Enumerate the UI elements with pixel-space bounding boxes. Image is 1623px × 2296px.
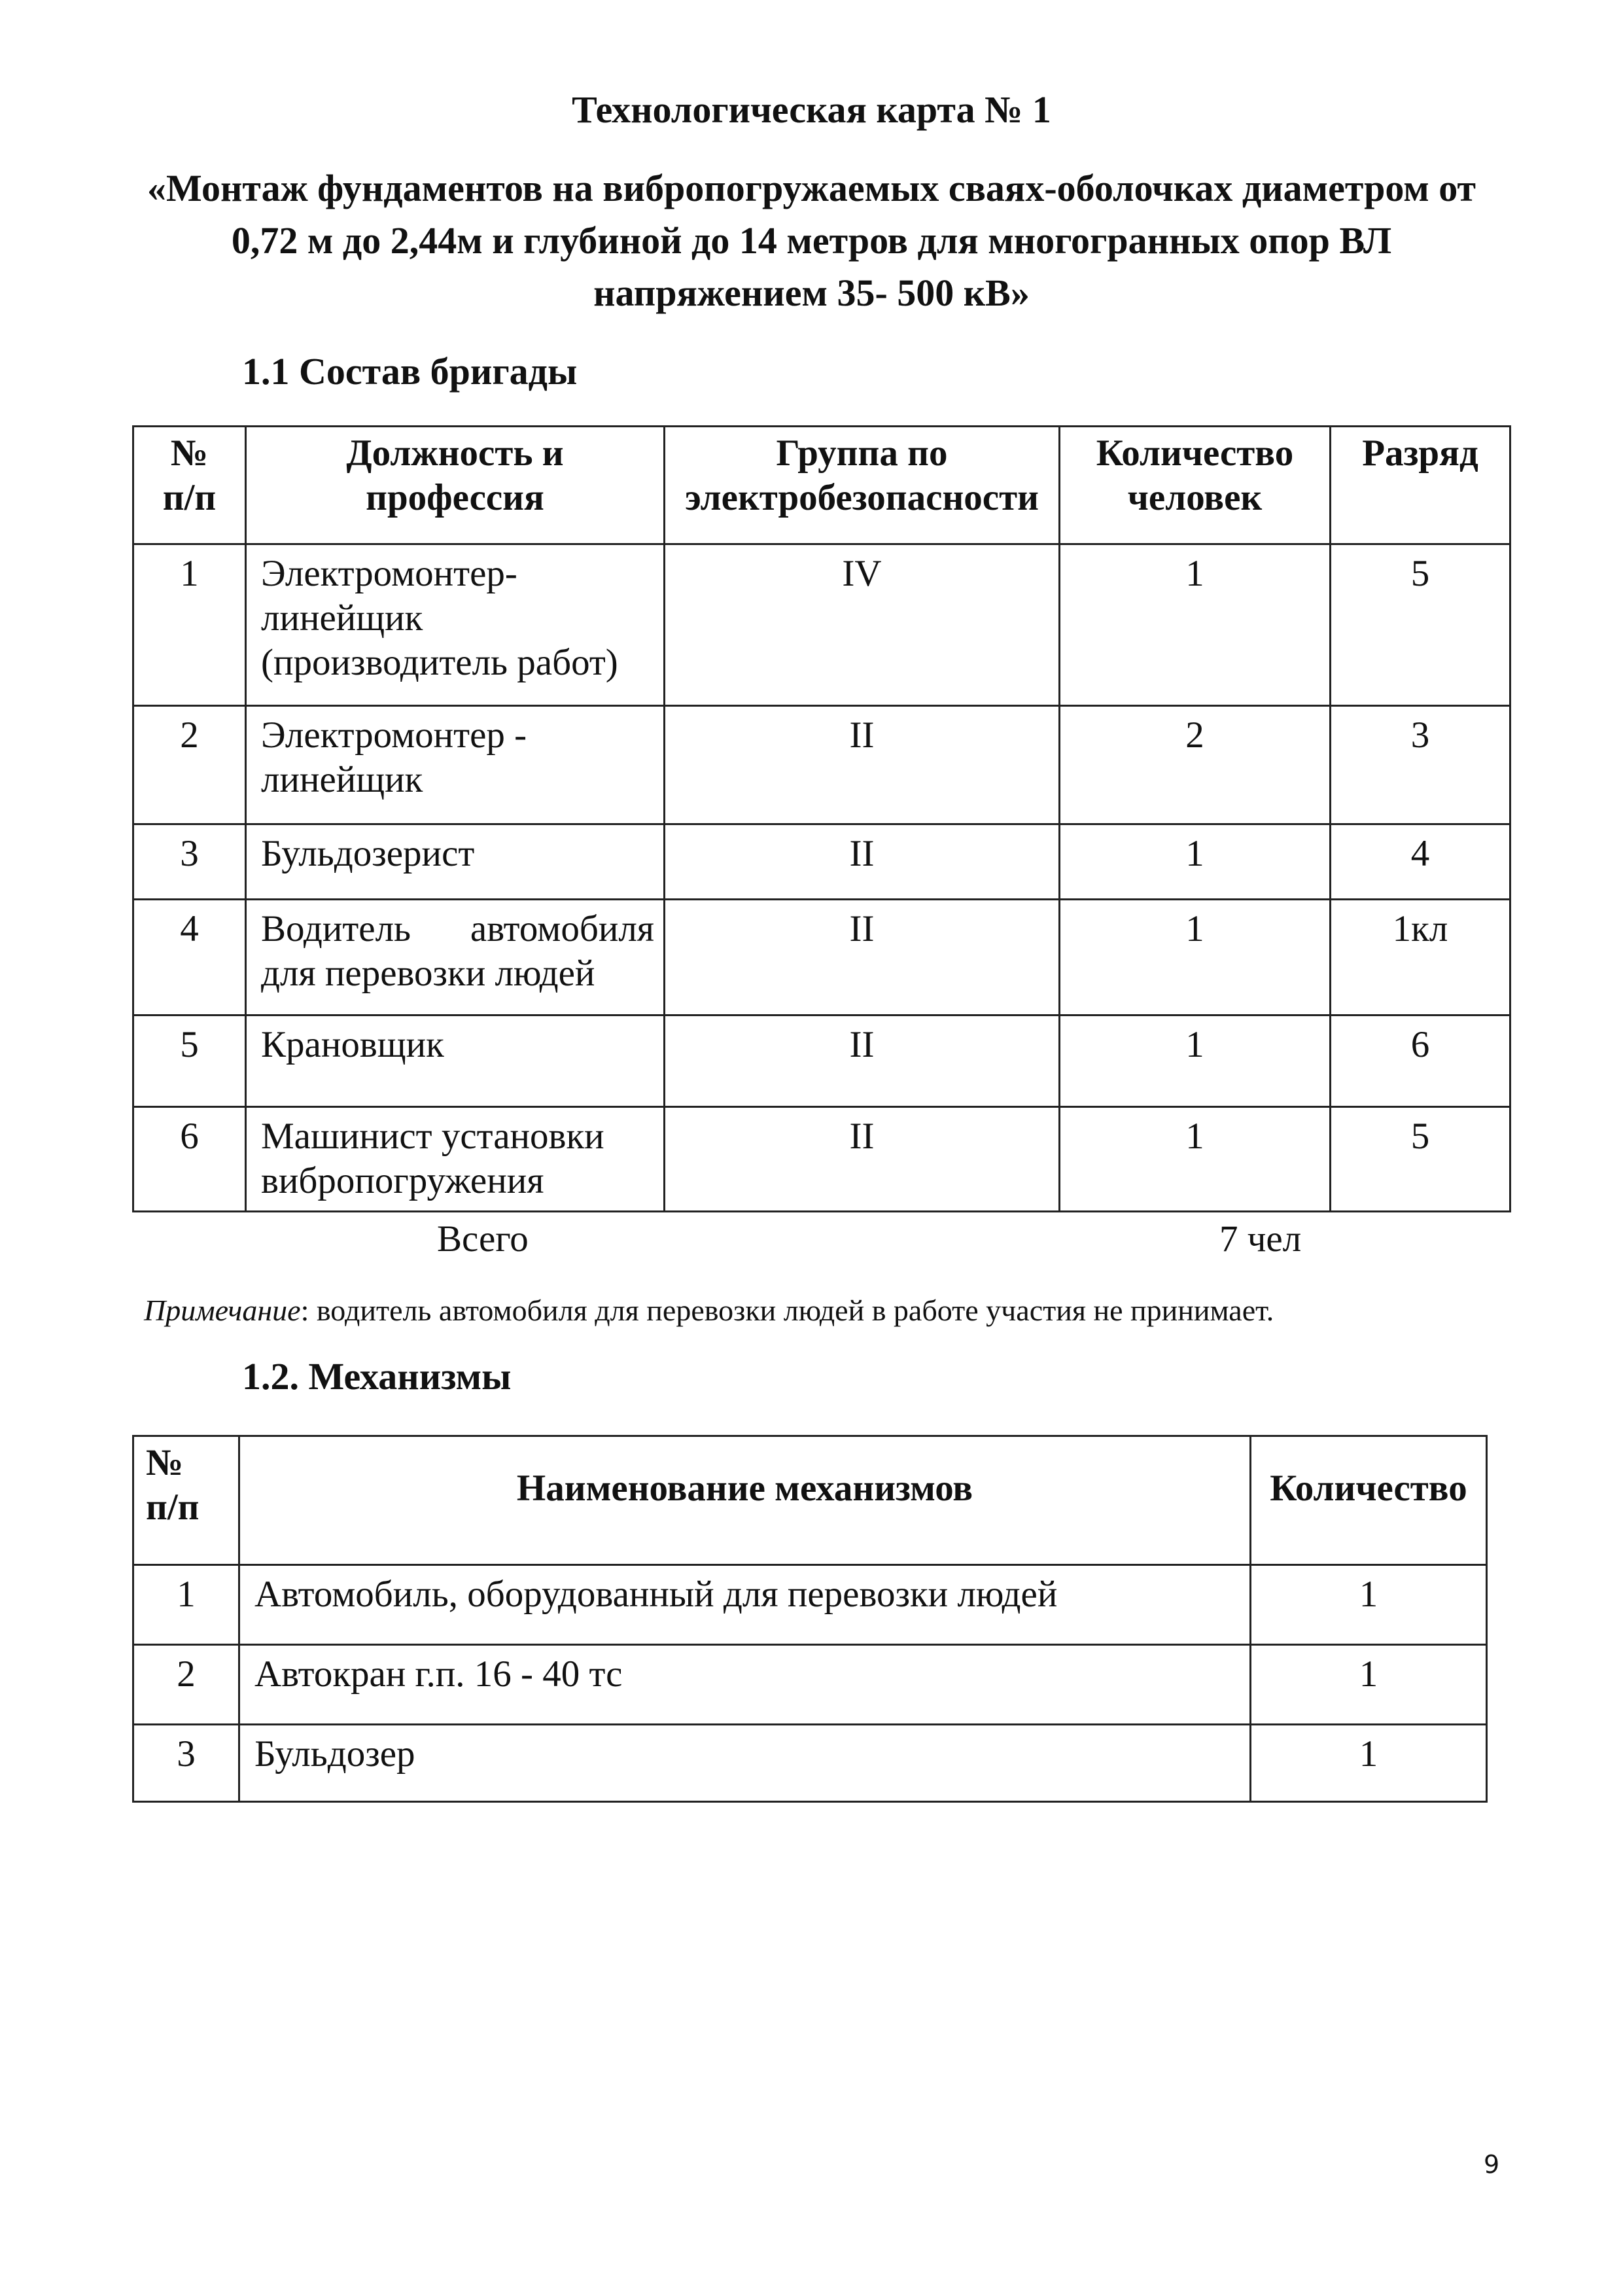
header-line: № <box>170 433 209 474</box>
table-row <box>133 706 1510 824</box>
position-line: (производитель работ) <box>261 642 618 683</box>
row-mechanism-name: Автомобиль, оборудованный для перевозки людей <box>239 1565 1251 1645</box>
table-row <box>133 544 1510 706</box>
row-position <box>246 544 665 706</box>
row-grade: 4 <box>1331 824 1510 900</box>
row-group: IV <box>665 544 1060 706</box>
header-line: Группа по <box>776 433 948 474</box>
row-group: II <box>665 900 1060 1016</box>
row-quantity: 1 <box>1251 1725 1487 1802</box>
row-grade: 5 <box>1331 1107 1510 1212</box>
table-row <box>133 1645 1487 1725</box>
header-line: Должность и <box>346 433 564 474</box>
header-line: Наименование механизмов <box>516 1468 973 1509</box>
row-mechanism-name: Бульдозер <box>239 1725 1251 1802</box>
table-row <box>133 1725 1487 1802</box>
brigade-header-row <box>133 427 1510 544</box>
note-text: : водитель автомобиля для перевозки людей в работе участия не принимает. <box>300 1294 1274 1327</box>
header-count <box>1060 427 1331 544</box>
header-line: п/п <box>146 1487 200 1528</box>
header-mechanism-name <box>239 1436 1251 1565</box>
row-num: 5 <box>133 1016 246 1107</box>
row-position <box>246 900 665 1016</box>
header-line: профессия <box>366 477 544 518</box>
brigade-table <box>132 425 1511 1212</box>
position-line: для перевозки людей <box>261 953 595 994</box>
row-num: 3 <box>133 824 246 900</box>
row-count: 1 <box>1060 900 1331 1016</box>
header-grade <box>1331 427 1510 544</box>
brigade-heading: 1.1 Состав бригады <box>242 350 578 393</box>
table-row <box>133 824 1510 900</box>
header-position <box>246 427 665 544</box>
note <box>144 1288 1274 1333</box>
document-title: Технологическая карта № 1 <box>572 88 1051 131</box>
row-quantity: 1 <box>1251 1565 1487 1645</box>
row-num: 1 <box>133 544 246 706</box>
row-count: 2 <box>1060 706 1331 824</box>
note-label: Примечание <box>144 1294 301 1327</box>
header-safety-group <box>665 427 1060 544</box>
row-num: 4 <box>133 900 246 1016</box>
row-grade: 1кл <box>1331 900 1510 1016</box>
position-line: линейщик <box>261 597 423 639</box>
header-line: № <box>146 1442 184 1483</box>
header-line: электробезопасности <box>685 477 1039 518</box>
row-count: 1 <box>1060 544 1331 706</box>
subtitle-line: «Монтаж фундаментов на вибропогружаемых сваях-оболочках диаметром от <box>147 167 1476 209</box>
row-position <box>246 1016 665 1107</box>
table-row <box>133 900 1510 1016</box>
mechanisms-header-row <box>133 1436 1487 1565</box>
row-num: 2 <box>133 1645 239 1725</box>
table-row <box>133 1016 1510 1107</box>
position-line: Бульдозерист <box>261 833 475 874</box>
header-quantity <box>1251 1436 1487 1565</box>
row-num: 3 <box>133 1725 239 1802</box>
row-grade: 3 <box>1331 706 1510 824</box>
row-position <box>246 706 665 824</box>
row-position <box>246 1107 665 1212</box>
subtitle-line: напряжением 35- 500 кВ» <box>593 272 1030 314</box>
position-line: Электромонтер - <box>261 715 527 756</box>
row-count: 1 <box>1060 1016 1331 1107</box>
total-label: Всего <box>437 1218 529 1260</box>
mechanisms-table <box>132 1435 1488 1803</box>
header-line: Разряд <box>1362 433 1478 474</box>
row-quantity: 1 <box>1251 1645 1487 1725</box>
position-line: вибропогружения <box>261 1160 544 1201</box>
subtitle-line: 0,72 м до 2,44м и глубиной до 14 метров для многогранных опор ВЛ <box>231 219 1392 262</box>
document-subtitle <box>118 162 1505 319</box>
position-line: Электромонтер- <box>261 553 517 594</box>
mechanisms-heading: 1.2. Механизмы <box>242 1355 512 1398</box>
header-num <box>133 427 246 544</box>
header-line: Количество <box>1270 1468 1467 1509</box>
table-row <box>133 1565 1487 1645</box>
row-grade: 5 <box>1331 544 1510 706</box>
row-count: 1 <box>1060 1107 1331 1212</box>
row-group: II <box>665 1107 1060 1212</box>
header-line: Количество <box>1096 433 1294 474</box>
header-num <box>133 1436 239 1565</box>
position-line: Крановщик <box>261 1024 444 1065</box>
total-value: 7 чел <box>1219 1218 1302 1260</box>
row-grade: 6 <box>1331 1016 1510 1107</box>
header-line: человек <box>1127 477 1263 518</box>
row-group: II <box>665 824 1060 900</box>
row-num: 6 <box>133 1107 246 1212</box>
page-number: 9 <box>1484 2150 1500 2179</box>
header-line: п/п <box>162 477 217 518</box>
row-position <box>246 824 665 900</box>
table-row <box>133 1107 1510 1212</box>
row-num: 2 <box>133 706 246 824</box>
row-num: 1 <box>133 1565 239 1645</box>
row-group: II <box>665 706 1060 824</box>
position-line: Машинист установки <box>261 1116 604 1157</box>
row-group: II <box>665 1016 1060 1107</box>
position-line: линейщик <box>261 759 423 800</box>
row-mechanism-name: Автокран г.п. 16 - 40 тс <box>239 1645 1251 1725</box>
position-line: Водитель автомобиля <box>261 908 654 949</box>
row-count: 1 <box>1060 824 1331 900</box>
